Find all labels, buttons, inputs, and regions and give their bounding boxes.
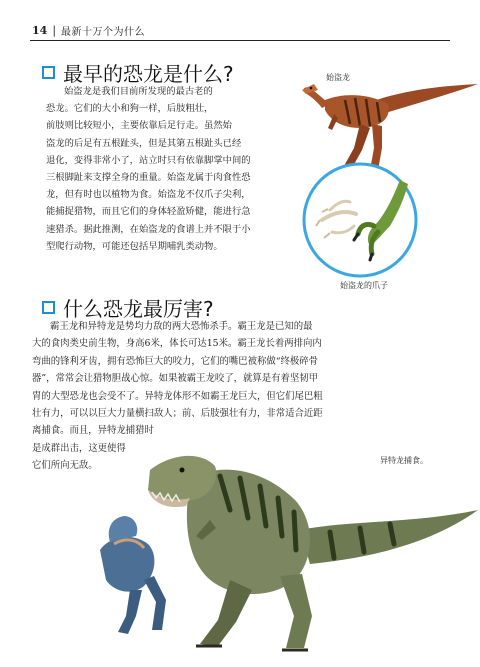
heading-bullet-icon bbox=[42, 301, 55, 314]
claw-caption: 始盗龙的爪子 bbox=[340, 281, 388, 290]
section2-heading-text: 什么恐龙最厉害? bbox=[63, 297, 214, 321]
text-line: 器”，常常会让猎物胆战心惊。如果被霸王龙咬了，就算是有着坚韧甲 bbox=[32, 373, 319, 385]
page-header bbox=[32, 20, 450, 40]
page-number: 14 bbox=[32, 23, 48, 37]
header-separator: | bbox=[52, 23, 57, 37]
text-line: 龙，但有时也以植物为食。始盗龙不仅爪子尖利， bbox=[46, 189, 251, 201]
text-line: 离捕食。而且，异特龙捕猎时 bbox=[32, 425, 154, 437]
text-line: 三根脚趾来支撑全身的重量。始盗龙属于肉食性恐 bbox=[46, 172, 251, 184]
claw-closeup bbox=[300, 160, 420, 280]
section1-heading-text: 最早的恐龙是什么? bbox=[63, 62, 234, 86]
text-line: 霸王龙和异特龙是势均力敌的两大恐怖杀手。霸王龙是已知的最 bbox=[50, 321, 313, 332]
text-line: 始盗龙是我们目前所发现的最古老的 bbox=[64, 86, 213, 97]
allosaurus-illustration bbox=[90, 440, 480, 655]
header-rule bbox=[30, 40, 450, 41]
text-line: 大的食肉类史前生物，身高6米，体长可达15米。霸王龙长着两排向内 bbox=[32, 338, 322, 350]
book-title: 最新十万个为什么 bbox=[61, 26, 146, 38]
text-line: 胄的大型恐龙也会受不了。异特龙体形不如霸王龙巨大，但它们尾巴粗 bbox=[32, 390, 323, 402]
text-line: 它们所向无敌。 bbox=[32, 460, 98, 472]
section1-paragraph bbox=[46, 83, 308, 255]
eoraptor-caption: 始盗龙 bbox=[326, 73, 350, 82]
allosaurus-caption: 异特龙捕食。 bbox=[380, 456, 428, 465]
text-line: 是成群出击，这更使得 bbox=[32, 442, 126, 454]
text-line: 壮有力，可以以巨大力量横扫敌人；前、后肢强壮有力，非常适合近距 bbox=[32, 408, 323, 420]
text-line: 前肢则比较短小，主要依靠后足行走。虽然始 bbox=[46, 120, 232, 132]
heading-bullet-icon bbox=[42, 66, 55, 79]
text-line: 速猎杀。据此推测，在始盗龙的食谱上并不限于小 bbox=[46, 223, 251, 235]
text-line: 弯曲的锋利牙齿，拥有恐怖巨大的咬力，它们的嘴巴被称做“终极碎骨 bbox=[32, 355, 319, 367]
text-line: 恐龙。它们的大小和狗一样，后肢粗壮， bbox=[46, 103, 214, 115]
text-line: 能捕捉猎物，而且它们的身体轻盈矫健，能进行急 bbox=[46, 206, 251, 218]
text-line: 型爬行动物，可能还包括早期哺乳类动物。 bbox=[46, 240, 223, 252]
text-line: 盗龙的后足有五根趾头，但是其第五根趾头已经 bbox=[46, 137, 242, 149]
text-line: 退化，变得非常小了，站立时只有依靠脚掌中间的 bbox=[46, 154, 251, 166]
